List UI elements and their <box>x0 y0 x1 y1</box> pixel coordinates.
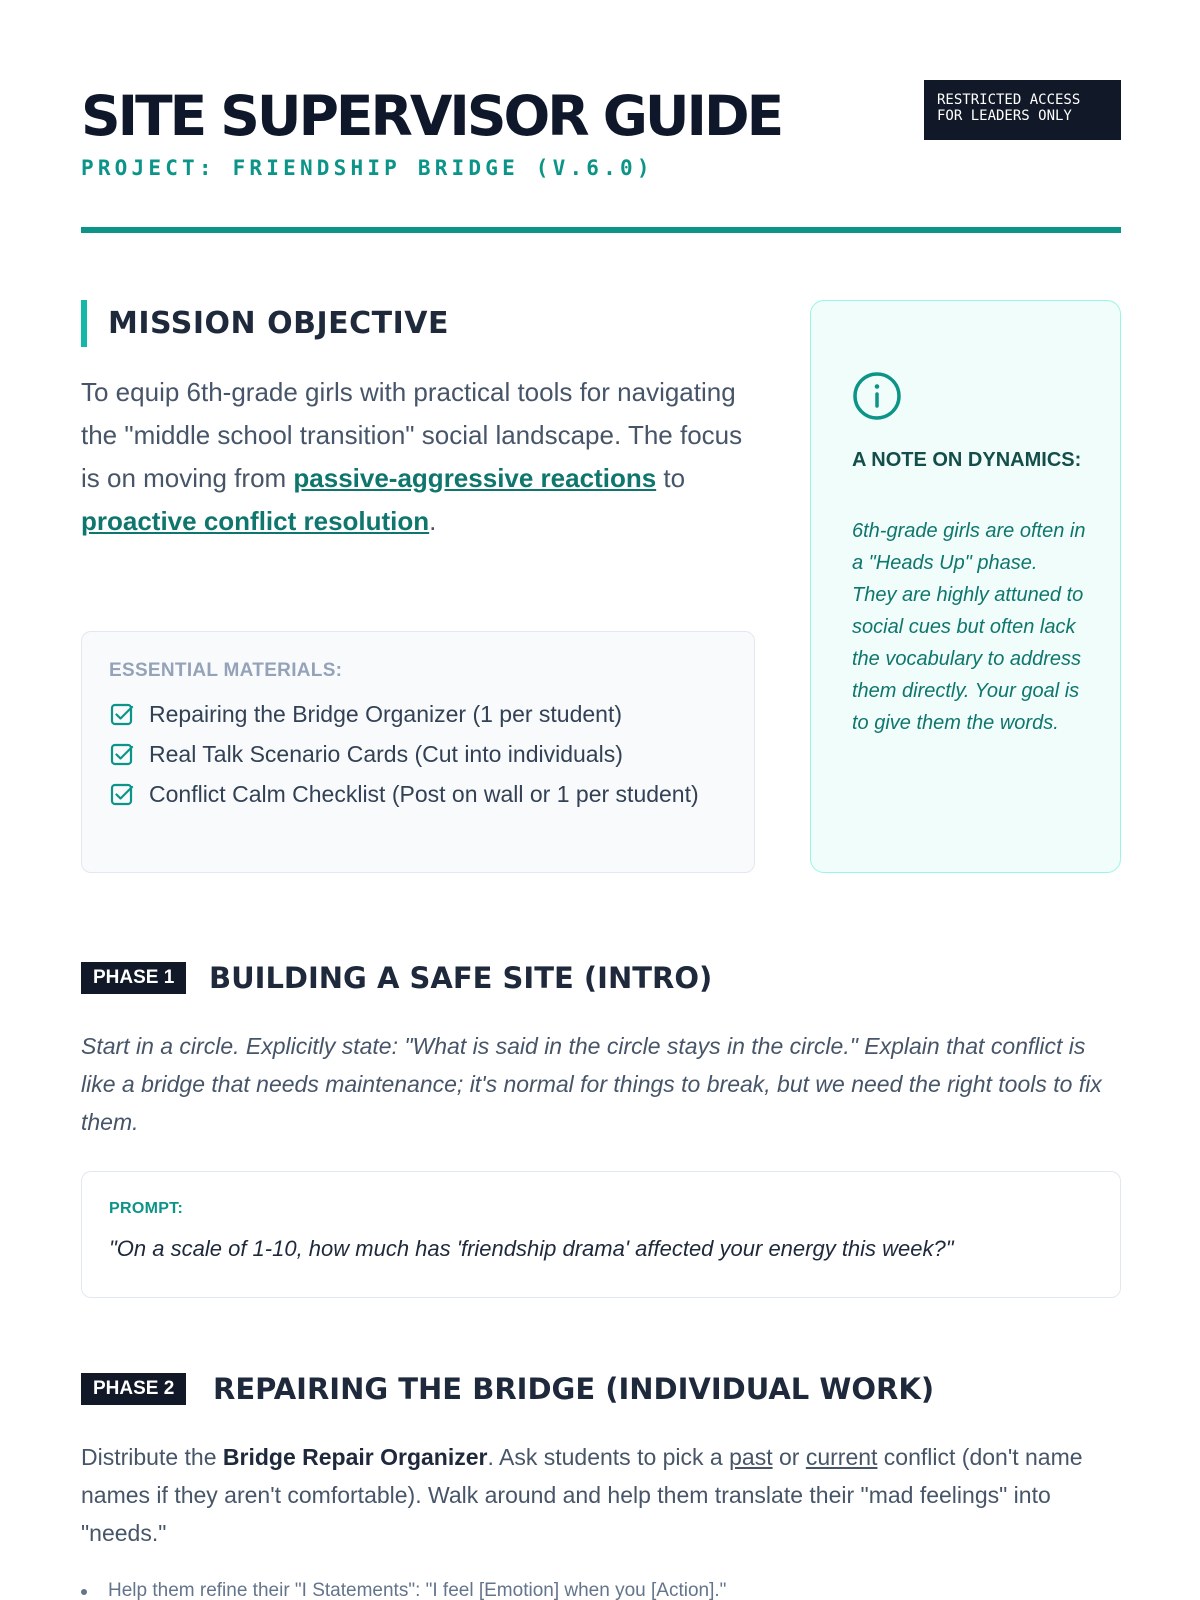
phase-2-title: REPAIRING THE BRIDGE (INDIVIDUAL WORK) <box>213 1372 935 1406</box>
phase-2-body-a: . Ask students to pick a <box>487 1444 730 1470</box>
phase-2-section <box>81 1369 1121 1600</box>
checkbox-icon <box>109 702 135 728</box>
info-icon <box>852 371 902 421</box>
materials-list <box>109 698 727 811</box>
bullet-item: Help them refine their "I Statements": "I feel [Emotion] when you [Action]." <box>81 1576 1121 1600</box>
phase-2-body-c: conflict (don't name names if they aren't comfortable). Walk around and help them translate their "mad feelings" into "needs." <box>81 1444 1083 1546</box>
prompt-card <box>81 1171 1121 1298</box>
phase-2-body-start: Distribute the <box>81 1444 223 1470</box>
prompt-label: PROMPT: <box>109 1200 184 1217</box>
prompt-text: "On a scale of 1-10, how much has 'friendship drama' affected your energy this week?" <box>109 1236 954 1261</box>
mission-highlight-proactive: proactive conflict resolution <box>81 506 430 536</box>
materials-item-label: Real Talk Scenario Cards (Cut into individuals) <box>149 741 623 767</box>
phase-1-heading <box>81 958 1121 998</box>
phase-1-title: BUILDING A SAFE SITE (INTRO) <box>209 961 713 995</box>
organizer-name: Bridge Repair Organizer <box>222 1444 488 1470</box>
mission-body-end: . <box>429 506 437 536</box>
mission-highlight-passive: passive-aggressive reactions <box>293 463 657 493</box>
materials-item <box>109 698 727 731</box>
mission-section <box>81 300 755 543</box>
phase-2-heading <box>81 1369 1121 1409</box>
materials-title: ESSENTIAL MATERIALS: <box>109 660 343 681</box>
phase-2-bullets <box>81 1576 1121 1600</box>
restricted-line-1: RESTRICTED ACCESS <box>937 92 1081 108</box>
heading-accent-bar <box>81 300 87 347</box>
page-header <box>81 80 1121 240</box>
past-underline: past <box>729 1444 773 1470</box>
phase-2-badge: PHASE 2 <box>81 1373 186 1405</box>
note-body: 6th-grade girls are often in a "Heads Up" phase. They are highly attuned to social cues but often lack the vocabulary to address them directly. Your goal is to give them the words. <box>852 520 1086 734</box>
project-subtitle: PROJECT: FRIENDSHIP BRIDGE (V.6.0) <box>81 156 654 180</box>
mission-heading <box>81 300 755 347</box>
materials-card <box>81 631 755 873</box>
materials-item-label: Repairing the Bridge Organizer (1 per student) <box>149 701 623 727</box>
phase-2-body <box>81 1438 1121 1552</box>
page-title: SITE SUPERVISOR GUIDE <box>81 84 782 148</box>
mission-body <box>81 371 755 543</box>
dynamics-note-card <box>810 300 1121 873</box>
materials-item-label: Conflict Calm Checklist (Post on wall or 1 per student) <box>149 781 699 807</box>
materials-item <box>109 778 727 811</box>
mission-heading-text: MISSION OBJECTIVE <box>108 306 449 341</box>
checkbox-icon <box>109 782 135 808</box>
guide-page <box>81 0 1121 1600</box>
checkbox-icon <box>109 742 135 768</box>
phase-1-section <box>81 958 1121 1298</box>
phase-2-body-b: or <box>772 1444 806 1470</box>
restricted-badge <box>924 80 1121 140</box>
header-divider <box>81 227 1121 233</box>
note-title: A NOTE ON DYNAMICS: <box>852 449 1082 471</box>
current-underline: current <box>805 1444 878 1470</box>
mission-body-start: To equip 6th-grade girls with practical tools for navigating the "middle school transition" social landscape. The focus is on moving from <box>81 377 743 493</box>
mission-body-mid: to <box>656 463 686 493</box>
materials-item <box>109 738 727 771</box>
phase-1-body: Start in a circle. Explicitly state: "What is said in the circle stays in the circle." Explain that conflict is like a bridge that needs maintenance; it's normal for things to break, but we need the right tools to fix them. <box>81 1033 1102 1135</box>
phase-1-badge: PHASE 1 <box>81 962 186 994</box>
restricted-line-2: FOR LEADERS ONLY <box>937 108 1072 124</box>
